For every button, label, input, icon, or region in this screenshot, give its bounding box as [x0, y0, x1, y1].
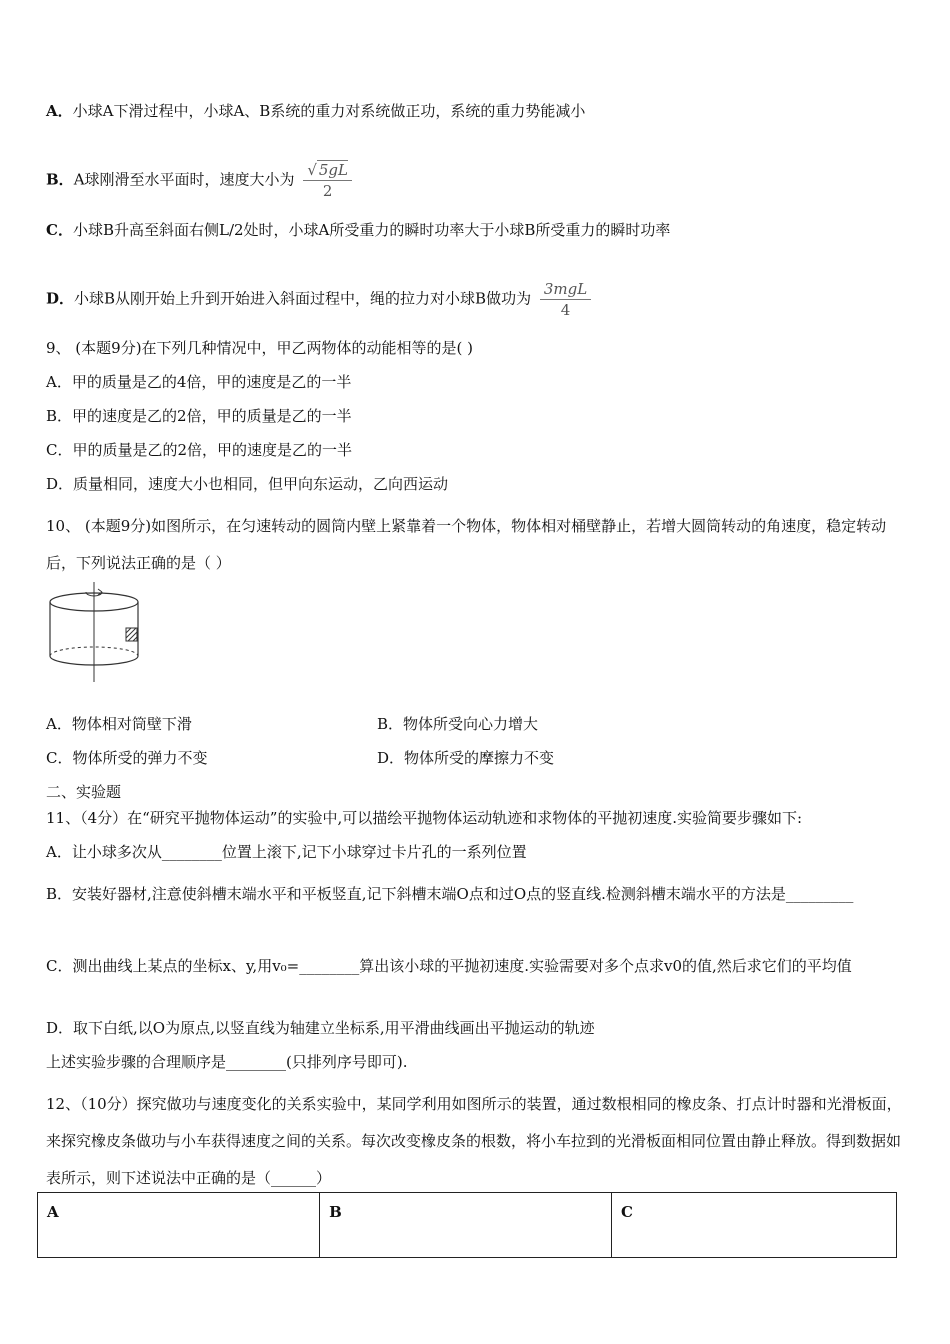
q10-option: C．物体所受的弹力不变 [46, 749, 208, 767]
q9-stem: 9、 (本题9分)在下列几种情况中，甲乙两物体的动能相等的是( ) [46, 339, 474, 357]
q11-order: 上述实验步骤的合理顺序是________(只排列序号即可). [46, 1053, 408, 1071]
table-row [38, 1193, 897, 1258]
q11-step-a: A．让小球多次从________位置上滚下,记下小球穿过卡片孔的一系列位置 [46, 843, 527, 861]
table-cell: A [38, 1193, 320, 1258]
q10-stem: 10、 (本题9分)如图所示，在匀速转动的圆筒内壁上紧靠着一个物体，物体相对桶壁静止，若增大圆筒转动的角速度，稳定转动后，下列说法正确的是（ ） [46, 517, 887, 572]
q8-option-b: B．A球刚滑至水平面时，速度大小为 $\frac{√ 5gL}{2}$ [46, 160, 352, 201]
formula-fraction: $\frac{\text{3mgL}}{4}$ [540, 279, 591, 320]
q12-stem: 12、（10分）探究做功与速度变化的关系实验中，某同学利用如图所示的装置，通过数根相同的橡皮条、打点计时器和光滑板面，来探究橡皮条做功与小车获得速度之间的关系。每次改变橡皮条的根数，将小车拉到的光滑板面相同位置由静止释放。得到数据如表所示，则下述说法中正确的是（______） [46, 1095, 902, 1187]
q8-option-d: D．小球B从刚开始上升到开始进入斜面过程中，绳的拉力对小球B做功为 $\frac{\text{3mgL}}{4}$ [46, 279, 591, 320]
q9-option: B．甲的速度是乙的2倍，甲的质量是乙的一半 [46, 407, 352, 425]
table-cell: B [320, 1193, 612, 1258]
q9-option: A．甲的质量是乙的4倍，甲的速度是乙的一半 [46, 373, 352, 391]
q9-option: C．甲的质量是乙的2倍，甲的速度是乙的一半 [46, 441, 353, 459]
q8-option-c: C．小球B升高至斜面右侧L/2处时，小球A所受重力的瞬时功率大于小球B所受重力的瞬时功率 [46, 221, 671, 239]
q8-option-a: A．小球A下滑过程中，小球A、B系统的重力对系统做正功，系统的重力势能减小 [46, 102, 586, 120]
q11-step-d: D．取下白纸,以O为原点,以竖直线为轴建立坐标系,用平滑曲线画出平抛运动的轨迹 [46, 1019, 595, 1037]
q9-option: D．质量相同，速度大小也相同，但甲向东运动，乙向西运动 [46, 475, 449, 493]
q10-option: A．物体相对筒壁下滑 [46, 715, 192, 733]
section-heading: 二、实验题 [46, 783, 122, 801]
q11-step-c: C．测出曲线上某点的坐标x、y,用v₀=________算出该小球的平抛初速度.实验需要对多个点求v0的值,然后求它们的平均值 [46, 957, 852, 975]
table-cell: C [611, 1193, 896, 1258]
data-table [37, 1192, 897, 1258]
q10-option: B．物体所受向心力增大 [377, 715, 539, 733]
q10-option: D．物体所受的摩擦力不变 [377, 749, 555, 767]
q11-step-b: B．安装好器材,注意使斜槽末端水平和平板竖直,记下斜槽末端O点和过O点的竖直线.检测斜槽末端水平的方法是_________ [46, 885, 854, 903]
formula-fraction: $\frac{√ 5gL}{2}$ [303, 160, 352, 201]
rotating-cylinder-diagram [44, 578, 144, 684]
q11-stem: 11、（4分）在“研究平抛物体运动”的实验中,可以描绘平抛物体运动轨迹和求物体的平抛初速度.实验简要步骤如下: [46, 809, 803, 827]
